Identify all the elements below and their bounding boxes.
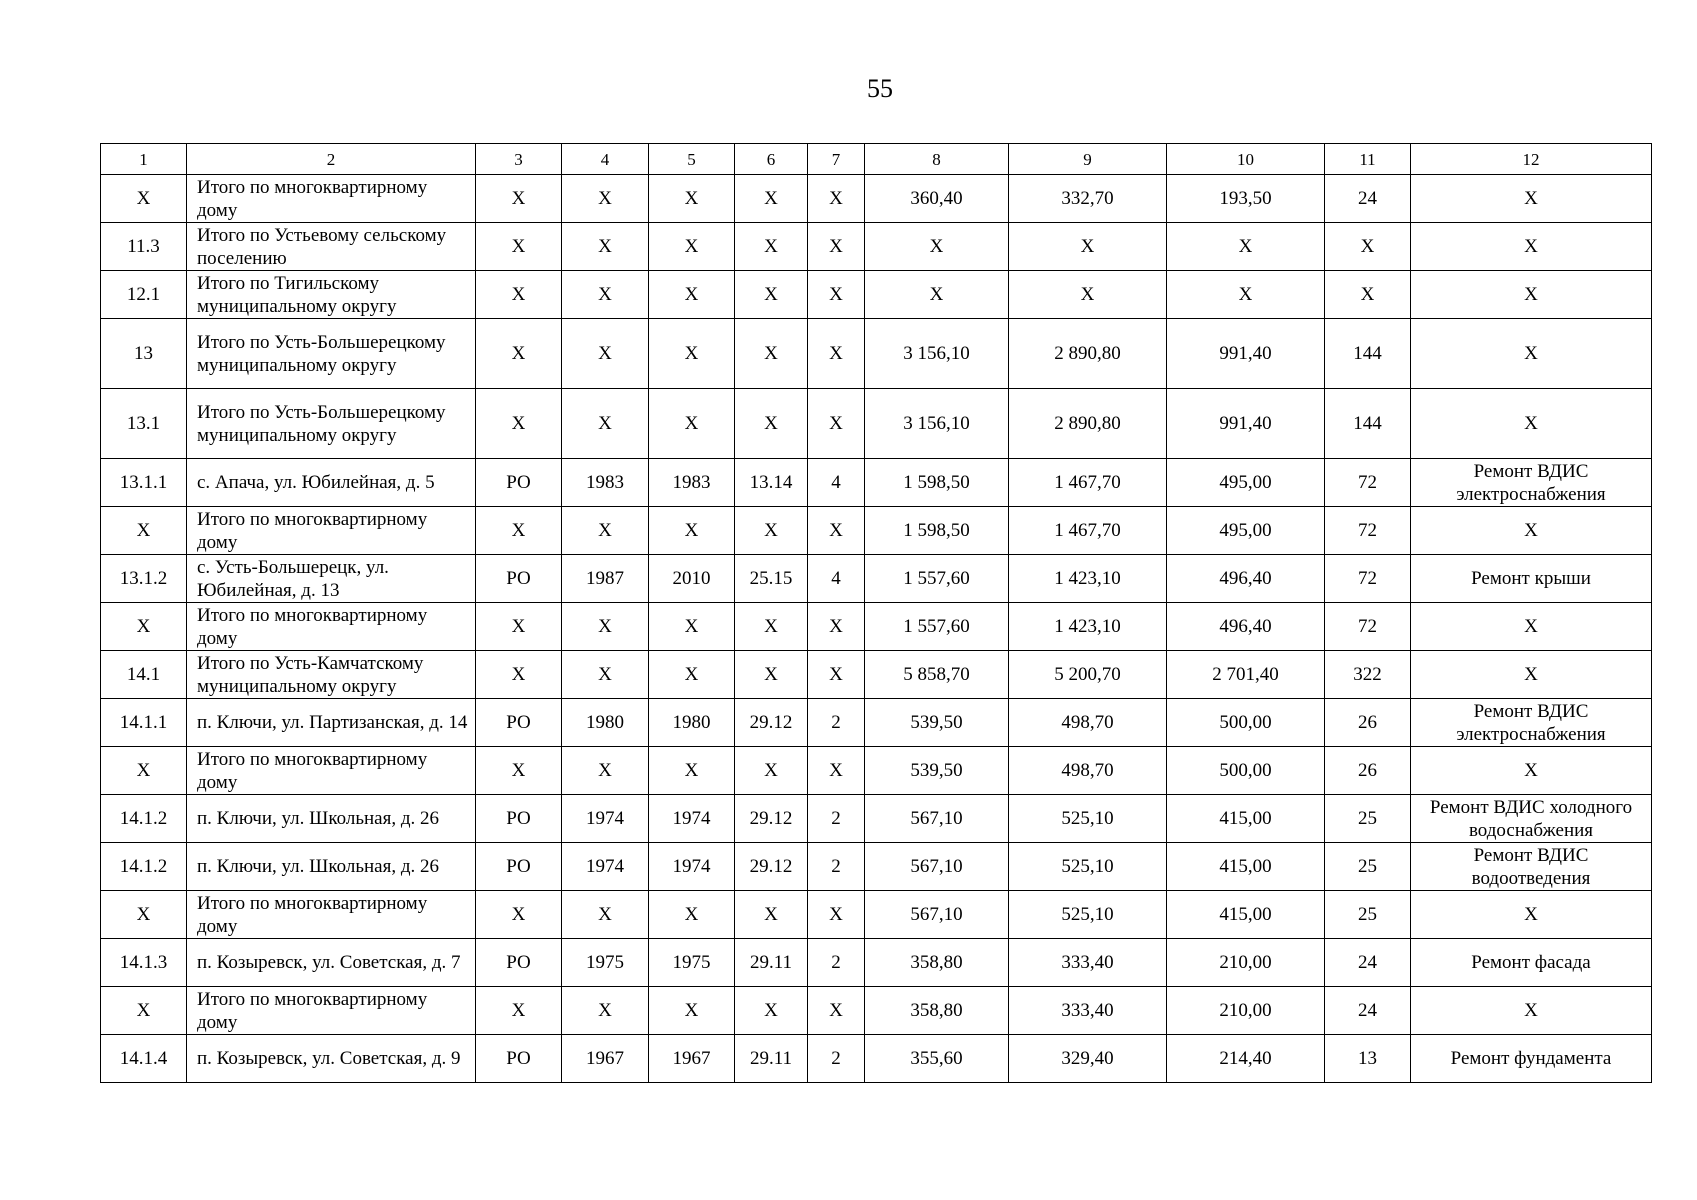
table-cell: X [808,389,865,459]
table-cell-name: Итого по Усть-Камчатскому муниципальному округу [187,651,476,699]
table-row [101,987,1652,1035]
table-row [101,747,1652,795]
table-cell: Ремонт ВДИС электроснабжения [1411,699,1652,747]
header-cell: 10 [1167,144,1325,175]
table-row [101,507,1652,555]
table-cell: X [1411,603,1652,651]
table-row [101,223,1652,271]
table-cell: X [1411,987,1652,1035]
table-cell: X [649,319,735,389]
table-cell: X [476,271,562,319]
table-cell: X [808,603,865,651]
table-cell: 1 467,70 [1009,459,1167,507]
table-cell: 567,10 [865,795,1009,843]
table-cell-name: п. Козыревск, ул. Советская, д. 7 [187,939,476,987]
table-cell: 26 [1325,747,1411,795]
table-cell: 495,00 [1167,507,1325,555]
table-cell: X [649,271,735,319]
table-cell: X [735,319,808,389]
table-cell: 14.1.2 [101,843,187,891]
table-cell: Ремонт ВДИС электроснабжения [1411,459,1652,507]
table-cell: 144 [1325,319,1411,389]
table-cell: X [1411,223,1652,271]
table-cell: 4 [808,555,865,603]
table-cell: 525,10 [1009,891,1167,939]
table-cell: 25 [1325,891,1411,939]
table-cell: 1 598,50 [865,459,1009,507]
table-cell: 415,00 [1167,891,1325,939]
table-cell: X [476,651,562,699]
table-cell: 14.1.3 [101,939,187,987]
table-cell: X [1411,507,1652,555]
table-cell: 415,00 [1167,843,1325,891]
table-cell: 567,10 [865,891,1009,939]
table-cell: 24 [1325,175,1411,223]
header-cell: 5 [649,144,735,175]
table-cell: X [562,987,649,1035]
table-cell: 355,60 [865,1035,1009,1083]
table-cell: 1 557,60 [865,555,1009,603]
table-row [101,271,1652,319]
table-row [101,939,1652,987]
table-cell: X [562,507,649,555]
table-row [101,795,1652,843]
table-cell: 5 858,70 [865,651,1009,699]
table-cell: X [808,175,865,223]
table-cell: X [476,747,562,795]
table-cell: 1974 [649,795,735,843]
table-cell: X [101,987,187,1035]
table-cell: 29.11 [735,939,808,987]
table-cell: X [1411,271,1652,319]
table-cell-name: Итого по многоквартирному дому [187,891,476,939]
table-cell: 498,70 [1009,699,1167,747]
table-cell: X [808,651,865,699]
table-row [101,603,1652,651]
header-cell: 4 [562,144,649,175]
table-cell: 13.1.2 [101,555,187,603]
table-cell: X [562,175,649,223]
table-cell: 333,40 [1009,987,1167,1035]
table-cell: X [101,891,187,939]
table-cell-name: п. Ключи, ул. Школьная, д. 26 [187,795,476,843]
table-cell: 498,70 [1009,747,1167,795]
table-cell: 13.1 [101,389,187,459]
table-cell: 1983 [562,459,649,507]
table-cell: 333,40 [1009,939,1167,987]
table-row [101,319,1652,389]
table-cell: 2 [808,1035,865,1083]
table-cell: 29.12 [735,699,808,747]
table-cell: 358,80 [865,939,1009,987]
table-cell: Ремонт фасада [1411,939,1652,987]
table-cell-name: п. Ключи, ул. Школьная, д. 26 [187,843,476,891]
table-cell: 2 890,80 [1009,389,1167,459]
table-cell: X [562,223,649,271]
table-cell: 415,00 [1167,795,1325,843]
table-cell: X [476,175,562,223]
table-cell: 2 [808,699,865,747]
table-cell: X [735,389,808,459]
table-cell: 25.15 [735,555,808,603]
table-cell-name: с. Апача, ул. Юбилейная, д. 5 [187,459,476,507]
table-cell: 29.12 [735,795,808,843]
table-cell: X [735,987,808,1035]
table-cell: X [1411,389,1652,459]
table-cell: X [649,223,735,271]
table-cell: Ремонт ВДИС холодного водоснабжения [1411,795,1652,843]
page-number: 55 [867,74,893,103]
table-cell: 1980 [562,699,649,747]
table-cell: X [101,603,187,651]
table-cell: 26 [1325,699,1411,747]
table-cell-name: с. Усть-Большерецк, ул. Юбилейная, д. 13 [187,555,476,603]
table-cell: 14.1.2 [101,795,187,843]
table-cell: 525,10 [1009,795,1167,843]
table-cell: 539,50 [865,699,1009,747]
table-cell: X [808,891,865,939]
table-cell: 4 [808,459,865,507]
table-cell: X [649,891,735,939]
table-cell: X [808,507,865,555]
table-cell: 2 890,80 [1009,319,1167,389]
table-cell: 991,40 [1167,319,1325,389]
table-cell: X [476,389,562,459]
table-cell: X [1009,271,1167,319]
table-cell: 3 156,10 [865,389,1009,459]
table-row [101,555,1652,603]
table-cell: X [735,175,808,223]
table-cell: X [562,891,649,939]
header-row [101,144,1652,175]
table-row [101,891,1652,939]
table-cell: 29.11 [735,1035,808,1083]
table-row [101,651,1652,699]
table-cell: 72 [1325,603,1411,651]
table-cell: 1987 [562,555,649,603]
table-row [101,699,1652,747]
table-cell: X [562,747,649,795]
table-cell: X [735,603,808,651]
table-cell: X [735,651,808,699]
table-cell: 5 200,70 [1009,651,1167,699]
table-cell: X [649,507,735,555]
table-cell: РО [476,699,562,747]
table-cell: X [476,987,562,1035]
header-cell: 11 [1325,144,1411,175]
table-cell: 1974 [562,795,649,843]
header-cell: 7 [808,144,865,175]
header-cell: 8 [865,144,1009,175]
table-cell: 24 [1325,987,1411,1035]
table-cell: X [1411,891,1652,939]
table-cell: X [562,651,649,699]
table-cell-name: Итого по Усть-Большерецкому муниципальному округу [187,389,476,459]
table-cell-name: Итого по Устьевому сельскому поселению [187,223,476,271]
table-cell: X [562,319,649,389]
table-cell: 322 [1325,651,1411,699]
table-cell: X [649,747,735,795]
table-cell: X [476,319,562,389]
table-cell: X [735,507,808,555]
table-cell: X [562,389,649,459]
header-cell: 2 [187,144,476,175]
table-cell: X [476,507,562,555]
header-cell: 9 [1009,144,1167,175]
table-row [101,175,1652,223]
table-cell: X [101,175,187,223]
table-cell: X [1411,175,1652,223]
table-cell: 2 701,40 [1167,651,1325,699]
table-cell: Ремонт ВДИС водоотведения [1411,843,1652,891]
data-table [100,143,1652,1083]
table-cell: 72 [1325,507,1411,555]
table-cell: 1975 [649,939,735,987]
table-cell: 1 598,50 [865,507,1009,555]
table-cell: 496,40 [1167,555,1325,603]
table-cell: 72 [1325,459,1411,507]
table-cell: 1975 [562,939,649,987]
table-cell: 14.1 [101,651,187,699]
table-cell: 1980 [649,699,735,747]
table-cell: X [735,271,808,319]
table-cell: 13.1.1 [101,459,187,507]
table-cell: X [649,175,735,223]
table-cell: X [735,747,808,795]
table-cell-name: Итого по многоквартирному дому [187,603,476,651]
table-row [101,1035,1652,1083]
table-cell: 11.3 [101,223,187,271]
table-cell: РО [476,843,562,891]
table-row [101,843,1652,891]
table-cell: 25 [1325,795,1411,843]
table-cell: X [808,319,865,389]
table-cell: X [865,223,1009,271]
table-cell: 2 [808,939,865,987]
table-cell: 495,00 [1167,459,1325,507]
table-cell: 12.1 [101,271,187,319]
table-cell: Ремонт фундамента [1411,1035,1652,1083]
table-cell: 13.14 [735,459,808,507]
table-cell: 1967 [649,1035,735,1083]
table-cell: X [735,891,808,939]
table-cell: РО [476,555,562,603]
table-cell: X [476,603,562,651]
table-cell: 1983 [649,459,735,507]
header-cell: 1 [101,144,187,175]
table-cell: 500,00 [1167,747,1325,795]
table-cell: 539,50 [865,747,1009,795]
table-cell: РО [476,1035,562,1083]
table-cell: 360,40 [865,175,1009,223]
table-cell: X [101,747,187,795]
header-cell: 3 [476,144,562,175]
table-cell: X [649,389,735,459]
table-cell: 24 [1325,939,1411,987]
table-cell: Ремонт крыши [1411,555,1652,603]
table-cell: 193,50 [1167,175,1325,223]
table-cell: X [865,271,1009,319]
header-cell: 6 [735,144,808,175]
table-cell: 2 [808,795,865,843]
table-cell: 2010 [649,555,735,603]
table-cell: X [808,271,865,319]
table-cell: X [735,223,808,271]
table-cell: 210,00 [1167,939,1325,987]
table-cell: 144 [1325,389,1411,459]
table-cell: 1974 [649,843,735,891]
table-cell: X [476,223,562,271]
table-cell: 567,10 [865,843,1009,891]
table-cell: 525,10 [1009,843,1167,891]
table-cell: 500,00 [1167,699,1325,747]
table-cell: 1967 [562,1035,649,1083]
table-cell-name: п. Козыревск, ул. Советская, д. 9 [187,1035,476,1083]
table-cell: 1 467,70 [1009,507,1167,555]
table-cell: X [1325,223,1411,271]
table-cell-name: Итого по многоквартирному дому [187,747,476,795]
table-cell: 29.12 [735,843,808,891]
table-cell: 72 [1325,555,1411,603]
table-cell: X [562,603,649,651]
table-cell: X [649,603,735,651]
table-cell: X [1167,271,1325,319]
table-cell: 991,40 [1167,389,1325,459]
table-cell: X [1411,651,1652,699]
table-cell: РО [476,795,562,843]
table-cell: X [649,651,735,699]
table-cell: 214,40 [1167,1035,1325,1083]
table-cell: 1 423,10 [1009,555,1167,603]
table-cell-name: Итого по Усть-Большерецкому муниципальному округу [187,319,476,389]
table-cell: X [649,987,735,1035]
table-cell: 25 [1325,843,1411,891]
table-cell-name: Итого по многоквартирному дому [187,507,476,555]
table-cell: 1 557,60 [865,603,1009,651]
table-cell: 13 [101,319,187,389]
table-cell: X [476,891,562,939]
table-cell-name: п. Ключи, ул. Партизанская, д. 14 [187,699,476,747]
table-cell: 332,70 [1009,175,1167,223]
table-cell: 329,40 [1009,1035,1167,1083]
table-row [101,389,1652,459]
table-cell: 210,00 [1167,987,1325,1035]
table-cell: X [808,747,865,795]
table-cell: 13 [1325,1035,1411,1083]
table-cell: 14.1.4 [101,1035,187,1083]
table-cell: X [1411,319,1652,389]
table-cell-name: Итого по Тигильскому муниципальному округу [187,271,476,319]
table-cell: 1 423,10 [1009,603,1167,651]
table-cell-name: Итого по многоквартирному дому [187,987,476,1035]
header-cell: 12 [1411,144,1652,175]
table-cell: X [808,987,865,1035]
table-cell: 2 [808,843,865,891]
table-cell: X [808,223,865,271]
table-cell-name: Итого по многоквартирному дому [187,175,476,223]
table-cell: 3 156,10 [865,319,1009,389]
table-cell: 496,40 [1167,603,1325,651]
table-cell: X [101,507,187,555]
table-cell: 358,80 [865,987,1009,1035]
table-cell: X [1411,747,1652,795]
table-cell: X [1325,271,1411,319]
table-cell: X [562,271,649,319]
table-cell: РО [476,939,562,987]
table-cell: РО [476,459,562,507]
table-cell: 14.1.1 [101,699,187,747]
table-cell: X [1167,223,1325,271]
table-cell: 1974 [562,843,649,891]
table-cell: X [1009,223,1167,271]
table-row [101,459,1652,507]
